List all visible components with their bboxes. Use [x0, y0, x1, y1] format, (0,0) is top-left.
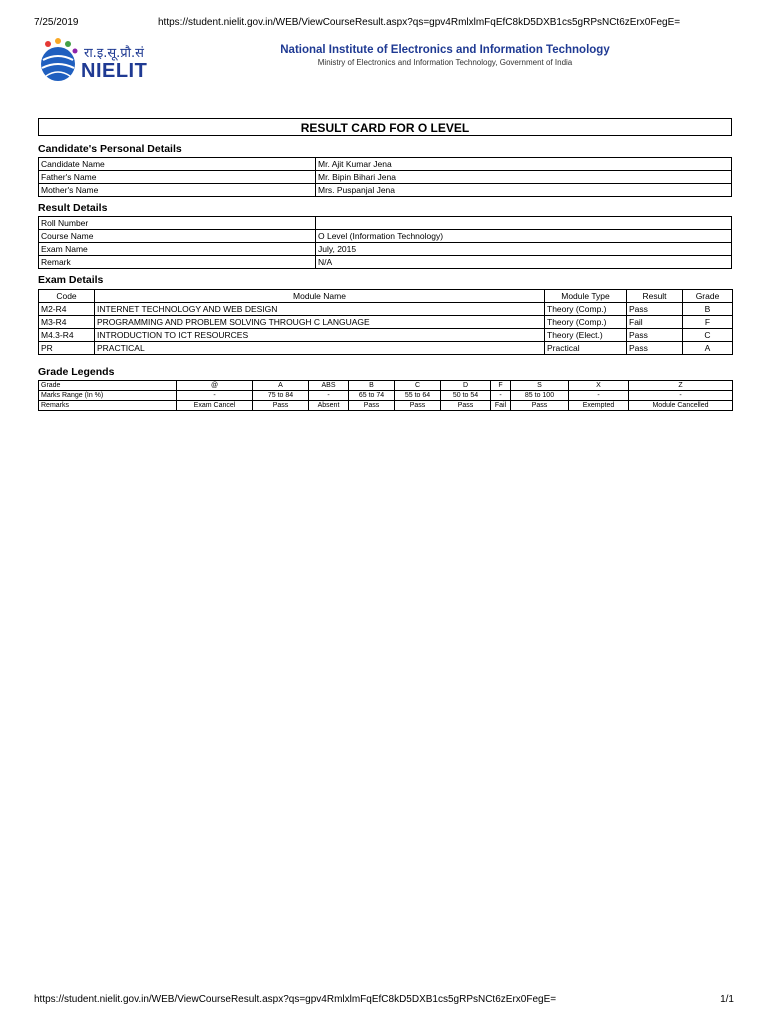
cell-grade: B [683, 303, 733, 316]
cell-grade: F [683, 316, 733, 329]
table-header-row [39, 290, 733, 303]
legend-remark: Exempted [569, 401, 629, 411]
legend-range: 85 to 100 [511, 391, 569, 401]
legend-remark: Fail [491, 401, 511, 411]
globe-logo-icon [38, 38, 82, 84]
legend-grade: C [395, 381, 441, 391]
legend-range: - [491, 391, 511, 401]
table-row [39, 256, 732, 269]
legend-remark: Pass [441, 401, 491, 411]
cell-label: Father's Name [39, 171, 316, 184]
cell-label: Roll Number [39, 217, 316, 230]
table-row [39, 329, 733, 342]
legend-remarks-row [39, 401, 733, 411]
legend-range: 50 to 54 [441, 391, 491, 401]
table-row [39, 158, 732, 171]
column-header-code: Code [39, 290, 95, 303]
cell-value: N/A [316, 256, 732, 269]
cell-label: Course Name [39, 230, 316, 243]
legend-remark: Pass [511, 401, 569, 411]
cell-type: Theory (Comp.) [545, 316, 627, 329]
logo-brand-text: NIELIT [81, 60, 148, 82]
cell-code: M4.3-R4 [39, 329, 95, 342]
cell-module: PROGRAMMING AND PROBLEM SOLVING THROUGH C LANGUAGE [95, 316, 545, 329]
page-number: 1/1 [720, 994, 734, 1005]
column-header-result: Result [627, 290, 683, 303]
personal-details-heading: Candidate's Personal Details [38, 143, 182, 155]
nielit-logo [38, 38, 168, 84]
grade-legends-table [38, 380, 733, 411]
cell-grade: A [683, 342, 733, 355]
table-row [39, 342, 733, 355]
print-url: https://student.nielit.gov.in/WEB/ViewCourseResult.aspx?qs=gpv4RmlxlmFqEfC8kD5DXB1cs5gRPsNCt6zErx0FegE= [158, 17, 681, 28]
organization-header [262, 44, 628, 67]
personal-details-table [38, 157, 732, 197]
logo-hindi-text: रा.इ.सू.प्रौ.सं [84, 46, 144, 61]
cell-type: Theory (Comp.) [545, 303, 627, 316]
cell-result: Pass [627, 342, 683, 355]
cell-label: Mother's Name [39, 184, 316, 197]
cell-module: INTERNET TECHNOLOGY AND WEB DESIGN [95, 303, 545, 316]
table-row [39, 303, 733, 316]
legend-grade: ABS [309, 381, 349, 391]
legend-range: - [177, 391, 253, 401]
cell-code: M3-R4 [39, 316, 95, 329]
grade-legends-heading: Grade Legends [38, 366, 115, 378]
table-row [39, 230, 732, 243]
legend-remark: Absent [309, 401, 349, 411]
cell-label: Candidate Name [39, 158, 316, 171]
cell-value: Mr. Bipin Bihari Jena [316, 171, 732, 184]
legend-row-label: Grade [39, 381, 177, 391]
legend-remark: Pass [395, 401, 441, 411]
cell-grade: C [683, 329, 733, 342]
legend-range: 75 to 84 [253, 391, 309, 401]
legend-grade: B [349, 381, 395, 391]
legend-remark: Exam Cancel [177, 401, 253, 411]
table-row [39, 243, 732, 256]
cell-label: Remark [39, 256, 316, 269]
legend-remark: Pass [349, 401, 395, 411]
cell-result: Pass [627, 329, 683, 342]
ministry-name: Ministry of Electronics and Information Technology, Government of India [317, 58, 573, 67]
footer-url: https://student.nielit.gov.in/WEB/ViewCourseResult.aspx?qs=gpv4RmlxlmFqEfC8kD5DXB1cs5gRPsNCt6zErx0FegE= [34, 994, 557, 1005]
cell-module: PRACTICAL [95, 342, 545, 355]
column-header-grade: Grade [683, 290, 733, 303]
legend-range: 65 to 74 [349, 391, 395, 401]
cell-code: PR [39, 342, 95, 355]
column-header-module-type: Module Type [545, 290, 627, 303]
legend-grade: Z [629, 381, 733, 391]
cell-module: INTRODUCTION TO ICT RESOURCES [95, 329, 545, 342]
legend-grade: A [253, 381, 309, 391]
legend-range: - [309, 391, 349, 401]
cell-code: M2-R4 [39, 303, 95, 316]
result-card-title: RESULT CARD FOR O LEVEL [38, 118, 732, 136]
table-row [39, 217, 732, 230]
result-details-heading: Result Details [38, 202, 108, 214]
table-row [39, 184, 732, 197]
legend-range: - [629, 391, 733, 401]
table-row [39, 316, 733, 329]
legend-remark: Pass [253, 401, 309, 411]
legend-remark: Module Cancelled [629, 401, 733, 411]
cell-type: Theory (Elect.) [545, 329, 627, 342]
organization-name: National Institute of Electronics and Information Technology [280, 44, 610, 56]
legend-row-label: Marks Range (In %) [39, 391, 177, 401]
cell-value [316, 217, 732, 230]
cell-result: Pass [627, 303, 683, 316]
legend-grade: X [569, 381, 629, 391]
cell-result: Fail [627, 316, 683, 329]
legend-row-label: Remarks [39, 401, 177, 411]
print-date: 7/25/2019 [34, 17, 79, 28]
cell-value: Mrs. Puspanjal Jena [316, 184, 732, 197]
cell-value: Mr. Ajit Kumar Jena [316, 158, 732, 171]
legend-grade: D [441, 381, 491, 391]
table-row [39, 171, 732, 184]
column-header-module-name: Module Name [95, 290, 545, 303]
legend-grade-row [39, 381, 733, 391]
cell-label: Exam Name [39, 243, 316, 256]
cell-type: Practical [545, 342, 627, 355]
cell-value: July, 2015 [316, 243, 732, 256]
exam-details-heading: Exam Details [38, 274, 104, 286]
exam-details-table [38, 289, 733, 355]
legend-grade: F [491, 381, 511, 391]
legend-range: - [569, 391, 629, 401]
legend-grade: S [511, 381, 569, 391]
legend-range: 55 to 64 [395, 391, 441, 401]
legend-range-row [39, 391, 733, 401]
legend-grade: @ [177, 381, 253, 391]
cell-value: O Level (Information Technology) [316, 230, 732, 243]
result-details-table [38, 216, 732, 269]
